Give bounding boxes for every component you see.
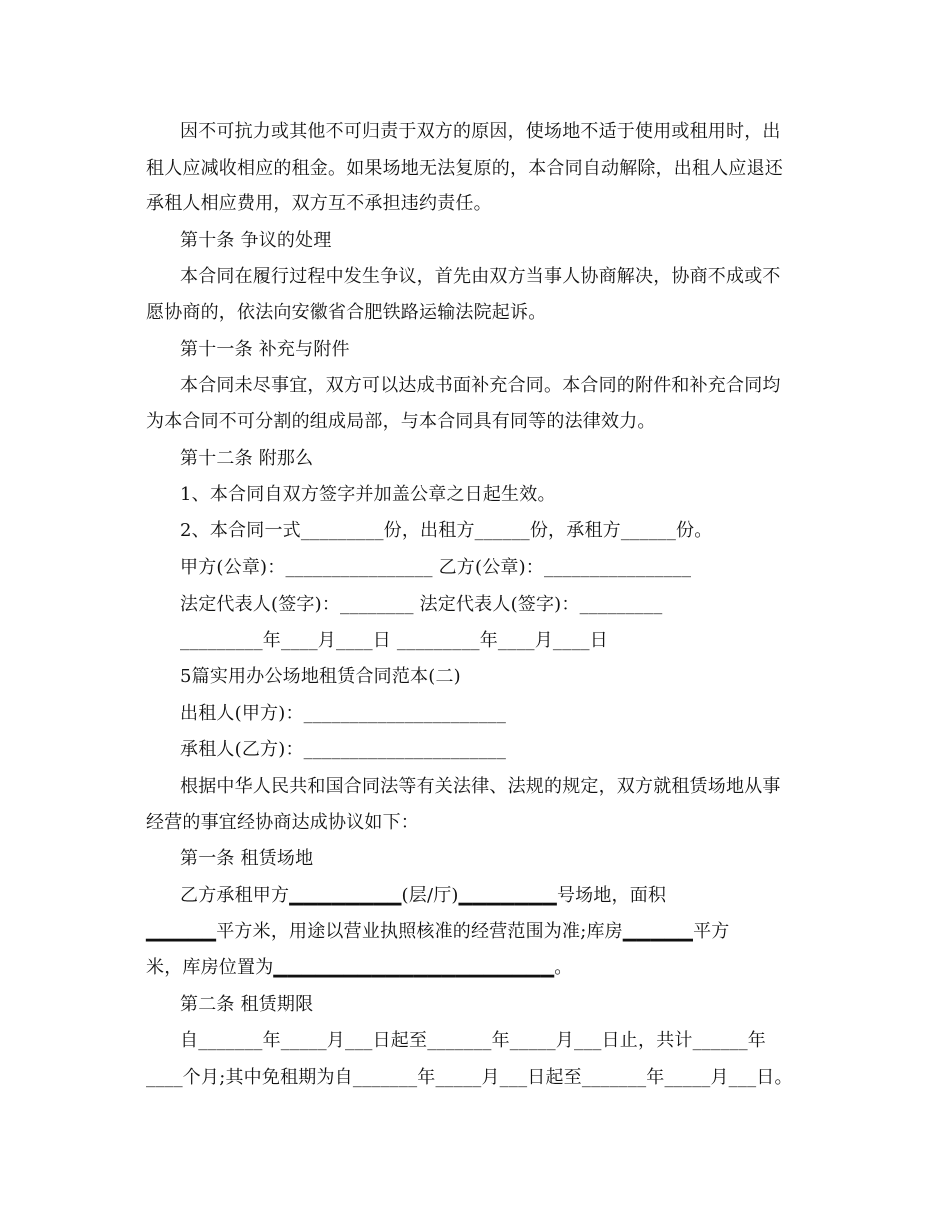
document-title: 5篇实用办公场地租赁合同范本(二): [180, 666, 461, 687]
date-line: _________年____月____日 _________年____月____日: [180, 630, 608, 651]
body-paragraph-line: 为本合同不可分割的组成局部，与本合同具有同等的法律效力。: [146, 411, 656, 432]
body-paragraph-line: 本合同未尽事宜，双方可以达成书面补充合同。本合同的附件和补充合同均: [180, 375, 781, 396]
body-paragraph-line: 租人应减收相应的租金。如果场地无法复原的，本合同自动解除，出租人应退还: [146, 158, 783, 179]
body-paragraph-line: 乙方承租甲方▁▁▁▁▁▁▁▁(层/厅)▁▁▁▁▁▁▁号场地，面积: [180, 885, 667, 906]
section-heading: 第十条 争议的处理: [180, 230, 332, 251]
body-paragraph-line: 因不可抗力或其他不可归责于双方的原因，使场地不适于使用或租用时，出: [180, 121, 781, 142]
seal-line: 甲方(公章)：________________ 乙方(公章)：________________: [180, 557, 692, 578]
party-line: 承租人(乙方)：______________________: [180, 739, 507, 760]
body-paragraph-line: 米，库房位置为▁▁▁▁▁▁▁▁▁▁▁▁▁▁▁▁▁▁▁▁。: [146, 957, 573, 978]
body-paragraph-line: 本合同在履行过程中发生争议，首先由双方当事人协商解决，协商不成或不: [180, 266, 781, 287]
section-heading: 第一条 租赁场地: [180, 848, 314, 869]
section-heading: 第二条 租赁期限: [180, 994, 314, 1015]
body-paragraph-line: 根据中华人民共和国合同法等有关法律、法规的规定，双方就租赁场地从事: [180, 776, 781, 797]
body-paragraph-line: 自_______年_____月___日起至_______年_____月___日止，共计______年: [180, 1030, 766, 1051]
section-heading: 第十一条 补充与附件: [180, 339, 350, 360]
body-paragraph-line: ▁▁▁▁▁平方米，用途以营业执照核准的经营范围为准;库房▁▁▁▁▁平方: [146, 921, 730, 942]
body-paragraph-line: 承租人相应费用，双方互不承担违约责任。: [146, 193, 492, 214]
body-paragraph-line: 愿协商的，依法向安徽省合肥铁路运输法院起诉。: [146, 302, 547, 323]
clause-item: 1、本合同自双方签字并加盖公章之日起生效。: [180, 484, 556, 505]
party-line: 出租人(甲方)：______________________: [180, 703, 507, 724]
body-paragraph-line: ____个月;其中免租期为自_______年_____月___日起至_______年_____月___日。: [146, 1067, 793, 1088]
body-paragraph-line: 经营的事宜经协商达成协议如下：: [146, 812, 419, 833]
clause-item: 2、本合同一式_________份，出租方______份，承租方______份。: [180, 520, 713, 541]
section-heading: 第十二条 附那么: [180, 448, 314, 469]
signature-line: 法定代表人(签字)：________ 法定代表人(签字)：_________: [180, 594, 663, 615]
